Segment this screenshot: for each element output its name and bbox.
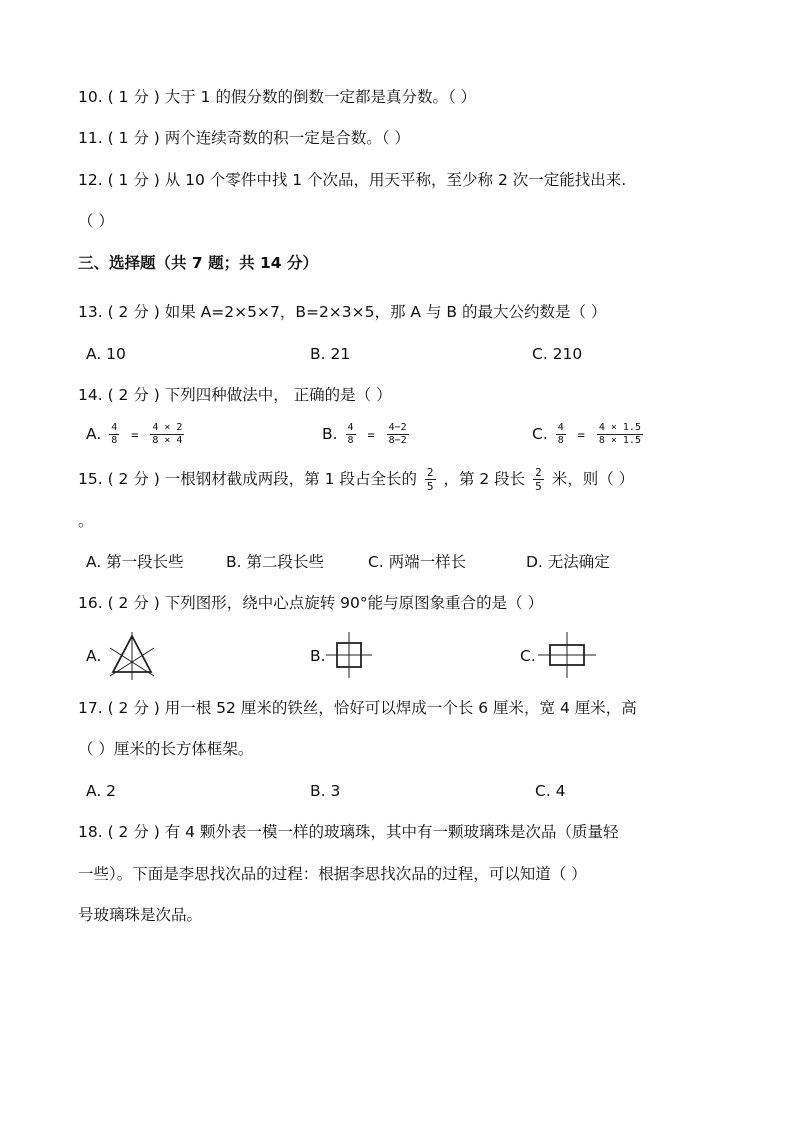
q16-option-b: B. bbox=[310, 647, 326, 665]
fraction: $\frac{4}{8}$ bbox=[347, 422, 354, 446]
option-label: B. bbox=[322, 425, 338, 443]
q13: 13. ( 2 分 ) 如果 A=2×5×7，B=2×3×5，那 A 与 B 的最大公约数是（ ） bbox=[78, 303, 607, 321]
q14-option-b: B. $\frac{4}{8}$ = $\frac{4-2}{8-2}$ bbox=[322, 422, 407, 446]
q15: 15. ( 2 分 ) 一根钢材截成两段，第 1 段占全长的 $\frac{2}{5}$ ，第 2 段长 $\frac{2}{5}$ 米，则（ ） bbox=[78, 466, 635, 493]
fraction: $\frac{2}{5}$ bbox=[426, 466, 434, 493]
q15-option-b: B. 第二段长些 bbox=[226, 553, 324, 571]
q18-continuation-1: 一些）。下面是李思找次品的过程：根据李思找次品的过程，可以知道（ ） bbox=[78, 865, 587, 883]
section-title: 三、选择题（共 7 题；共 14 分） bbox=[78, 254, 318, 272]
q13-option-c: C. 210 bbox=[532, 345, 583, 363]
option-label: C. bbox=[532, 425, 548, 443]
q18-continuation-2: 号玻璃珠是次品。 bbox=[78, 906, 203, 924]
q15-option-c: C. 两端一样长 bbox=[368, 553, 467, 571]
q16-option-a: A. bbox=[86, 647, 102, 665]
q15-continuation: 。 bbox=[78, 512, 94, 530]
rectangle-figure bbox=[538, 632, 596, 678]
q17-option-c: C. 4 bbox=[535, 782, 566, 800]
q12: 12. ( 1 分 ) 从 10 个零件中找 1 个次品，用天平称，至少称 2 次一定能找出来. bbox=[78, 171, 627, 189]
q17-option-b: B. 3 bbox=[310, 782, 341, 800]
q15-option-a: A. 第一段长些 bbox=[86, 553, 184, 571]
q18: 18. ( 2 分 ) 有 4 颗外表一模一样的玻璃珠，其中有一颗玻璃珠是次品（质量轻 bbox=[78, 823, 619, 841]
option-label: A. bbox=[86, 425, 102, 443]
q14: 14. ( 2 分 ) 下列四种做法中， 正确的是（ ） bbox=[78, 386, 392, 404]
q16-option-c: C. bbox=[520, 647, 536, 665]
q14-option-c: C. $\frac{4}{8}$ = $\frac{4 \times 1.5}{8 \times 1.5}$ bbox=[532, 422, 641, 446]
fraction: $\frac{2}{5}$ bbox=[535, 466, 542, 493]
q14-option-a: A. $\frac{4}{8}$ = $\frac{4 \times 2}{8 \times 4}$ bbox=[86, 422, 183, 446]
q17-option-a: A. 2 bbox=[86, 782, 117, 800]
q13-option-a: A. 10 bbox=[86, 345, 126, 363]
q10: 10. ( 1 分 ) 大于 1 的假分数的倒数一定都是真分数。（ ） bbox=[78, 88, 477, 106]
q17: 17. ( 2 分 ) 用一根 52 厘米的铁丝，恰好可以焊成一个长 6 厘米，宽 4 厘米，高 bbox=[78, 699, 637, 717]
q17-continuation: （ ）厘米的长方体框架。 bbox=[78, 740, 254, 758]
fraction: $\frac{4 \times 1.5}{8 \times 1.5}$ bbox=[598, 422, 641, 446]
q13-option-b: B. 21 bbox=[310, 345, 351, 363]
fraction: $\frac{4}{8}$ bbox=[557, 422, 564, 446]
q12-blank: （ ） bbox=[78, 212, 114, 230]
q15-option-d: D. 无法确定 bbox=[526, 553, 610, 571]
square-figure bbox=[326, 632, 372, 678]
q16: 16. ( 2 分 ) 下列图形，绕中心点旋转 90°能与原图象重合的是（ ） bbox=[78, 594, 544, 612]
triangle-figure bbox=[108, 632, 156, 680]
fraction: $\frac{4}{8}$ bbox=[111, 422, 118, 446]
q11: 11. ( 1 分 ) 两个连续奇数的积一定是合数。（ ） bbox=[78, 129, 410, 147]
fraction: $\frac{4-2}{8-2}$ bbox=[388, 422, 407, 446]
fraction: $\frac{4 \times 2}{8 \times 4}$ bbox=[152, 422, 183, 446]
